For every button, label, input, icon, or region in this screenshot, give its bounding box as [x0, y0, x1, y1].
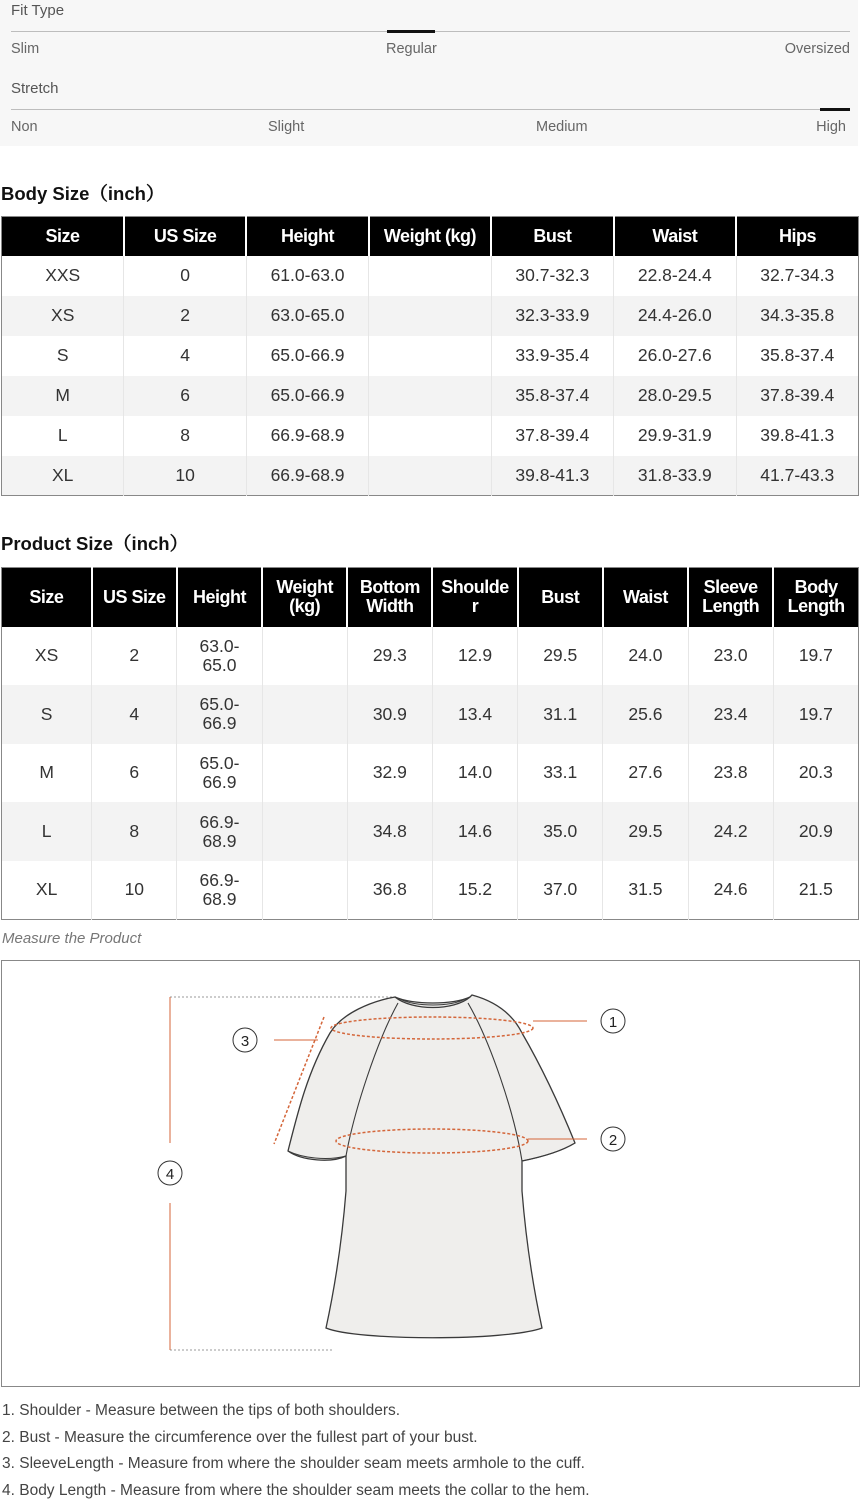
body-size-cell-height: 66.9-68.9 — [246, 456, 368, 496]
table-row — [2, 456, 859, 496]
tshirt-diagram — [2, 961, 859, 1386]
body-size-cell-bust: 37.8-39.4 — [491, 416, 613, 456]
product-size-cell-bust: 31.1 — [518, 685, 603, 744]
body-size-cell-waist: 31.8-33.9 — [614, 456, 736, 496]
product-size-cell-shoulde-r: 13.4 — [432, 685, 517, 744]
product-size-cell-us-size: 6 — [92, 744, 177, 803]
marker-2-label: 2 — [609, 1132, 617, 1149]
fit-type-label-regular: Regular — [386, 41, 437, 57]
note-sleeve-length: 3. SleeveLength - Measure from where the shoulder seam meets armhole to the cuff. — [2, 1451, 852, 1478]
product-size-cell-shoulde-r: 12.9 — [432, 627, 517, 686]
product-size-cell-bust: 37.0 — [518, 861, 603, 920]
product-size-cell-sleeve-length: 23.4 — [688, 685, 773, 744]
table-row — [2, 416, 859, 456]
body-size-cell-waist: 24.4-26.0 — [614, 296, 736, 336]
product-size-cell-body-length: 19.7 — [773, 685, 858, 744]
body-size-cell-weight-kg — [369, 296, 491, 336]
note-shoulder: 1. Shoulder - Measure between the tips of both shoulders. — [2, 1398, 852, 1425]
stretch-title: Stretch — [11, 80, 59, 97]
product-size-cell-size: S — [2, 685, 92, 744]
body-size-header-us-size: US Size — [124, 217, 246, 256]
product-size-cell-body-length: 20.3 — [773, 744, 858, 803]
body-size-cell-waist: 22.8-24.4 — [614, 256, 736, 296]
body-size-header-waist: Waist — [614, 217, 736, 256]
product-size-cell-weight-kg — [262, 627, 347, 686]
product-size-cell-sleeve-length: 23.8 — [688, 744, 773, 803]
body-size-cell-weight-kg — [369, 376, 491, 416]
product-size-header-us-size — [92, 568, 177, 627]
product-size-cell-us-size: 8 — [92, 802, 177, 861]
product-size-header-height — [177, 568, 262, 627]
header-line: Length — [689, 597, 772, 616]
body-size-cell-size: S — [2, 336, 124, 376]
body-size-header-hips: Hips — [736, 217, 858, 256]
body-size-cell-size: XL — [2, 456, 124, 496]
product-size-cell-sleeve-length: 24.6 — [688, 861, 773, 920]
body-size-cell-us-size: 10 — [124, 456, 246, 496]
marker-3-icon — [233, 1028, 257, 1052]
body-size-cell-waist: 29.9-31.9 — [614, 416, 736, 456]
body-size-cell-height: 61.0-63.0 — [246, 256, 368, 296]
table-row — [2, 336, 859, 376]
header-line: Body — [774, 578, 858, 597]
fit-type-label-slim: Slim — [11, 41, 39, 57]
stretch-label-slight: Slight — [268, 119, 304, 135]
measure-caption: Measure the Product — [2, 930, 141, 947]
body-size-cell-hips: 39.8-41.3 — [736, 416, 858, 456]
cell-line: 66.9 — [177, 714, 261, 733]
body-size-title: Body Size（inch） — [1, 180, 164, 206]
product-size-cell-waist: 27.6 — [603, 744, 688, 803]
measure-notes — [2, 1398, 852, 1504]
product-size-cell-height — [177, 627, 262, 686]
header-line: Height — [178, 588, 261, 607]
cell-line: 66.9- — [177, 813, 261, 832]
body-size-cell-weight-kg — [369, 256, 491, 296]
cell-line: 66.9- — [177, 871, 261, 890]
product-size-header-row — [2, 568, 859, 627]
stretch-track — [11, 109, 850, 110]
product-size-header-body-length — [773, 568, 858, 627]
body-size-cell-height: 65.0-66.9 — [246, 376, 368, 416]
body-size-header-size: Size — [2, 217, 124, 256]
product-size-cell-body-length: 21.5 — [773, 861, 858, 920]
product-size-cell-bottom-width: 36.8 — [347, 861, 432, 920]
product-size-cell-body-length: 20.9 — [773, 802, 858, 861]
product-size-cell-bottom-width: 34.8 — [347, 802, 432, 861]
product-size-cell-waist: 25.6 — [603, 685, 688, 744]
product-size-cell-weight-kg — [262, 685, 347, 744]
table-row — [2, 744, 859, 803]
body-size-header-height: Height — [246, 217, 368, 256]
table-row — [2, 861, 859, 920]
product-size-cell-waist: 31.5 — [603, 861, 688, 920]
product-size-header-size — [2, 568, 92, 627]
measure-diagram — [1, 960, 860, 1387]
product-size-header-bust — [518, 568, 603, 627]
header-line: Waist — [604, 588, 687, 607]
header-line: Width — [348, 597, 431, 616]
marker-3-label: 3 — [241, 1033, 249, 1050]
product-size-cell-weight-kg — [262, 802, 347, 861]
product-size-cell-us-size: 2 — [92, 627, 177, 686]
product-size-cell-size: XS — [2, 627, 92, 686]
body-size-cell-size: L — [2, 416, 124, 456]
stretch-marker — [820, 108, 850, 111]
product-size-cell-sleeve-length: 23.0 — [688, 627, 773, 686]
body-size-header-row — [2, 217, 859, 256]
product-size-cell-shoulde-r: 15.2 — [432, 861, 517, 920]
product-size-title: Product Size（inch） — [1, 530, 188, 556]
body-size-cell-waist: 28.0-29.5 — [614, 376, 736, 416]
header-line: Weight — [263, 578, 346, 597]
product-size-cell-height — [177, 744, 262, 803]
header-line: Length — [774, 597, 858, 616]
product-size-cell-bust: 33.1 — [518, 744, 603, 803]
product-size-cell-body-length: 19.7 — [773, 627, 858, 686]
product-size-cell-bottom-width: 32.9 — [347, 744, 432, 803]
body-size-cell-weight-kg — [369, 456, 491, 496]
body-size-cell-us-size: 8 — [124, 416, 246, 456]
product-size-header-sleeve-length — [688, 568, 773, 627]
product-size-cell-us-size: 4 — [92, 685, 177, 744]
body-size-cell-hips: 37.8-39.4 — [736, 376, 858, 416]
fit-type-title: Fit Type — [11, 2, 64, 19]
product-size-cell-bottom-width: 29.3 — [347, 627, 432, 686]
cell-line: 65.0- — [177, 754, 261, 773]
product-size-cell-shoulde-r: 14.0 — [432, 744, 517, 803]
header-line: Shoulde — [433, 578, 516, 597]
header-line: r — [433, 597, 516, 616]
product-size-header-weight-kg — [262, 568, 347, 627]
product-size-table — [1, 567, 859, 920]
cell-line: 68.9 — [177, 832, 261, 851]
fit-type-label-oversized: Oversized — [785, 41, 850, 57]
body-size-table — [1, 216, 859, 496]
body-size-cell-bust: 33.9-35.4 — [491, 336, 613, 376]
product-size-header-waist — [603, 568, 688, 627]
product-size-cell-weight-kg — [262, 861, 347, 920]
product-size-cell-size: L — [2, 802, 92, 861]
note-bust: 2. Bust - Measure the circumference over the fullest part of your bust. — [2, 1425, 852, 1452]
header-line: Bottom — [348, 578, 431, 597]
header-line: US Size — [93, 588, 176, 607]
header-line: (kg) — [263, 597, 346, 616]
body-size-cell-hips: 34.3-35.8 — [736, 296, 858, 336]
table-row — [2, 376, 859, 416]
product-size-cell-sleeve-length: 24.2 — [688, 802, 773, 861]
product-size-cell-size: M — [2, 744, 92, 803]
product-size-cell-bust: 29.5 — [518, 627, 603, 686]
product-size-cell-size: XL — [2, 861, 92, 920]
product-size-cell-bottom-width: 30.9 — [347, 685, 432, 744]
body-size-cell-us-size: 0 — [124, 256, 246, 296]
cell-line: 65.0 — [177, 656, 261, 675]
product-size-cell-weight-kg — [262, 744, 347, 803]
body-size-cell-weight-kg — [369, 416, 491, 456]
product-size-cell-waist: 24.0 — [603, 627, 688, 686]
body-size-cell-us-size: 6 — [124, 376, 246, 416]
product-size-header-shoulde-r — [432, 568, 517, 627]
header-line: Bust — [519, 588, 602, 607]
marker-4-icon — [158, 1161, 182, 1185]
body-size-cell-bust: 32.3-33.9 — [491, 296, 613, 336]
product-size-cell-shoulde-r: 14.6 — [432, 802, 517, 861]
body-size-cell-bust: 35.8-37.4 — [491, 376, 613, 416]
body-size-header-weight-kg: Weight (kg) — [369, 217, 491, 256]
table-row — [2, 802, 859, 861]
marker-4-label: 4 — [166, 1166, 174, 1183]
product-size-cell-height — [177, 685, 262, 744]
cell-line: 65.0- — [177, 695, 261, 714]
body-size-cell-hips: 32.7-34.3 — [736, 256, 858, 296]
cell-line: 68.9 — [177, 890, 261, 909]
product-size-cell-us-size: 10 — [92, 861, 177, 920]
stretch-label-medium: Medium — [536, 119, 588, 135]
header-line: Sleeve — [689, 578, 772, 597]
product-size-cell-height — [177, 861, 262, 920]
note-body-length: 4. Body Length - Measure from where the shoulder seam meets the collar to the hem. — [2, 1478, 852, 1504]
body-size-cell-height: 65.0-66.9 — [246, 336, 368, 376]
body-size-cell-hips: 35.8-37.4 — [736, 336, 858, 376]
fit-panel — [0, 0, 858, 146]
body-size-cell-bust: 30.7-32.3 — [491, 256, 613, 296]
body-size-cell-bust: 39.8-41.3 — [491, 456, 613, 496]
table-row — [2, 627, 859, 686]
tshirt-body — [288, 995, 575, 1338]
body-size-cell-height: 66.9-68.9 — [246, 416, 368, 456]
body-size-cell-hips: 41.7-43.3 — [736, 456, 858, 496]
cell-line: 66.9 — [177, 773, 261, 792]
product-size-header-bottom-width — [347, 568, 432, 627]
stretch-label-non: Non — [11, 119, 38, 135]
stretch-label-high: High — [816, 119, 846, 135]
product-size-cell-bust: 35.0 — [518, 802, 603, 861]
body-size-cell-size: XS — [2, 296, 124, 336]
cell-line: 63.0- — [177, 637, 261, 656]
body-size-cell-weight-kg — [369, 336, 491, 376]
product-size-cell-height — [177, 802, 262, 861]
marker-1-icon — [601, 1009, 625, 1033]
body-size-cell-us-size: 2 — [124, 296, 246, 336]
marker-2-icon — [601, 1127, 625, 1151]
table-row — [2, 296, 859, 336]
body-size-cell-height: 63.0-65.0 — [246, 296, 368, 336]
body-size-cell-size: XXS — [2, 256, 124, 296]
body-size-cell-waist: 26.0-27.6 — [614, 336, 736, 376]
fit-type-marker — [387, 30, 435, 33]
body-size-cell-size: M — [2, 376, 124, 416]
table-row — [2, 685, 859, 744]
table-row — [2, 256, 859, 296]
header-line: Size — [2, 588, 91, 607]
marker-1-label: 1 — [609, 1014, 617, 1031]
body-size-header-bust: Bust — [491, 217, 613, 256]
body-size-cell-us-size: 4 — [124, 336, 246, 376]
product-size-cell-waist: 29.5 — [603, 802, 688, 861]
